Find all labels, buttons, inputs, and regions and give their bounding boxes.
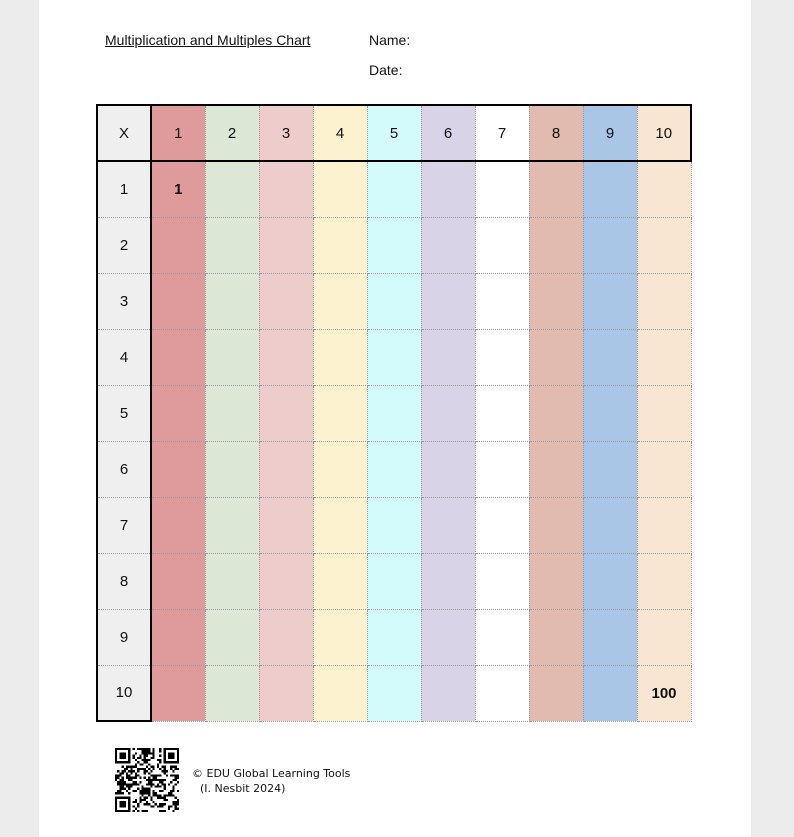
grid-cell[interactable] [529,217,583,273]
grid-cell[interactable] [151,385,205,441]
grid-cell[interactable] [313,385,367,441]
grid-cell[interactable] [637,273,691,329]
grid-cell[interactable] [529,329,583,385]
grid-cell[interactable] [529,161,583,217]
copyright-note [192,766,350,796]
qr-code-icon [115,748,179,812]
grid-cell[interactable] [151,273,205,329]
name-label: Name: [369,32,411,48]
grid-row [97,497,691,553]
grid-cell-filled[interactable]: 100 [637,665,691,721]
column-header-9: 9 [583,105,637,161]
grid-cell[interactable] [475,553,529,609]
grid-cell[interactable] [151,665,205,721]
grid-cell[interactable] [259,217,313,273]
grid-row [97,329,691,385]
grid-cell[interactable] [421,497,475,553]
grid-cell[interactable] [529,553,583,609]
grid-cell[interactable] [583,385,637,441]
grid-cell[interactable] [313,217,367,273]
grid-cell[interactable] [367,441,421,497]
grid-cell[interactable] [367,497,421,553]
grid-cell[interactable] [367,161,421,217]
grid-cell[interactable] [259,385,313,441]
row-header-4: 4 [97,329,151,385]
grid-cell[interactable] [583,161,637,217]
row-header-6: 6 [97,441,151,497]
grid-cell[interactable] [367,273,421,329]
grid-cell[interactable] [421,161,475,217]
row-header-10: 10 [97,665,151,721]
grid-cell[interactable] [313,273,367,329]
multiplication-grid [96,104,692,722]
grid-cell[interactable] [313,665,367,721]
grid-cell[interactable] [475,441,529,497]
grid-cell[interactable] [583,329,637,385]
grid-row [97,609,691,665]
grid-cell[interactable] [475,217,529,273]
grid-row [97,161,691,217]
grid-cell[interactable] [367,385,421,441]
grid-cell[interactable] [529,609,583,665]
row-header-5: 5 [97,385,151,441]
grid-cell[interactable] [421,385,475,441]
grid-cell[interactable] [259,609,313,665]
grid-cell[interactable] [313,553,367,609]
column-header-3: 3 [259,105,313,161]
grid-cell[interactable] [313,609,367,665]
grid-cell[interactable] [151,497,205,553]
grid-cell-filled[interactable]: 1 [151,161,205,217]
copyright-line-1: © EDU Global Learning Tools [192,767,351,780]
grid-cell[interactable] [259,553,313,609]
grid-cell[interactable] [367,329,421,385]
column-header-5: 5 [367,105,421,161]
grid-cell[interactable] [637,441,691,497]
grid-cell[interactable] [421,217,475,273]
grid-cell[interactable] [475,273,529,329]
grid-cell[interactable] [529,273,583,329]
row-header-9: 9 [97,609,151,665]
grid-cell[interactable] [475,609,529,665]
grid-cell[interactable] [637,217,691,273]
grid-row [97,385,691,441]
page-title: Multiplication and Multiples Chart [105,32,311,48]
grid-header-row [97,105,691,161]
grid-row [97,217,691,273]
grid-row [97,273,691,329]
grid-cell[interactable] [583,497,637,553]
row-header-3: 3 [97,273,151,329]
grid-cell[interactable] [151,609,205,665]
grid-cell[interactable] [205,385,259,441]
grid-cell[interactable] [529,385,583,441]
grid-row [97,665,691,721]
grid-cell[interactable] [367,609,421,665]
grid-cell[interactable] [205,609,259,665]
grid-cell[interactable] [151,553,205,609]
grid-cell[interactable] [583,217,637,273]
column-header-4: 4 [313,105,367,161]
grid-cell[interactable] [583,273,637,329]
copyright-line-2: (I. Nesbit 2024) [200,782,286,795]
grid-cell[interactable] [421,329,475,385]
grid-cell[interactable] [313,161,367,217]
grid-cell[interactable] [205,273,259,329]
grid-cell[interactable] [529,441,583,497]
grid-cell[interactable] [259,329,313,385]
grid-cell[interactable] [259,161,313,217]
column-header-8: 8 [529,105,583,161]
column-header-6: 6 [421,105,475,161]
grid-cell[interactable] [475,497,529,553]
grid-cell[interactable] [421,441,475,497]
grid-cell[interactable] [367,553,421,609]
grid-cell[interactable] [151,441,205,497]
grid-cell[interactable] [583,441,637,497]
date-label: Date: [369,62,403,78]
grid-cell[interactable] [205,665,259,721]
grid-cell[interactable] [637,161,691,217]
grid-cell[interactable] [475,665,529,721]
grid-cell[interactable] [637,553,691,609]
column-header-2: 2 [205,105,259,161]
grid-cell[interactable] [313,329,367,385]
grid-cell[interactable] [205,497,259,553]
column-header-10: 10 [637,105,691,161]
grid-cell[interactable] [205,441,259,497]
grid-cell[interactable] [259,497,313,553]
grid-cell[interactable] [205,329,259,385]
grid-row [97,441,691,497]
grid-cell[interactable] [583,665,637,721]
grid-cell[interactable] [637,385,691,441]
grid-cell[interactable] [637,609,691,665]
grid-cell[interactable] [259,441,313,497]
grid-cell[interactable] [637,329,691,385]
grid-cell[interactable] [313,497,367,553]
row-header-8: 8 [97,553,151,609]
row-header-7: 7 [97,497,151,553]
grid-cell[interactable] [421,665,475,721]
grid-corner-cell: X [97,105,151,161]
grid-cell[interactable] [259,665,313,721]
grid-cell[interactable] [475,329,529,385]
grid-row [97,553,691,609]
grid-cell[interactable] [421,553,475,609]
column-header-1: 1 [151,105,205,161]
grid-cell[interactable] [205,161,259,217]
grid-cell[interactable] [475,161,529,217]
grid-cell[interactable] [313,441,367,497]
grid-cell[interactable] [205,217,259,273]
grid-cell[interactable] [367,217,421,273]
grid-cell[interactable] [475,385,529,441]
row-header-1: 1 [97,161,151,217]
grid-cell[interactable] [367,665,421,721]
row-header-2: 2 [97,217,151,273]
grid-cell[interactable] [583,609,637,665]
grid-cell[interactable] [529,665,583,721]
grid-cell[interactable] [259,273,313,329]
grid-cell[interactable] [583,553,637,609]
grid-cell[interactable] [421,609,475,665]
grid-cell[interactable] [637,497,691,553]
grid-cell[interactable] [151,329,205,385]
grid-cell[interactable] [529,497,583,553]
grid-cell[interactable] [151,217,205,273]
worksheet-page [39,0,751,837]
grid-cell[interactable] [205,553,259,609]
column-header-7: 7 [475,105,529,161]
grid-cell[interactable] [421,273,475,329]
